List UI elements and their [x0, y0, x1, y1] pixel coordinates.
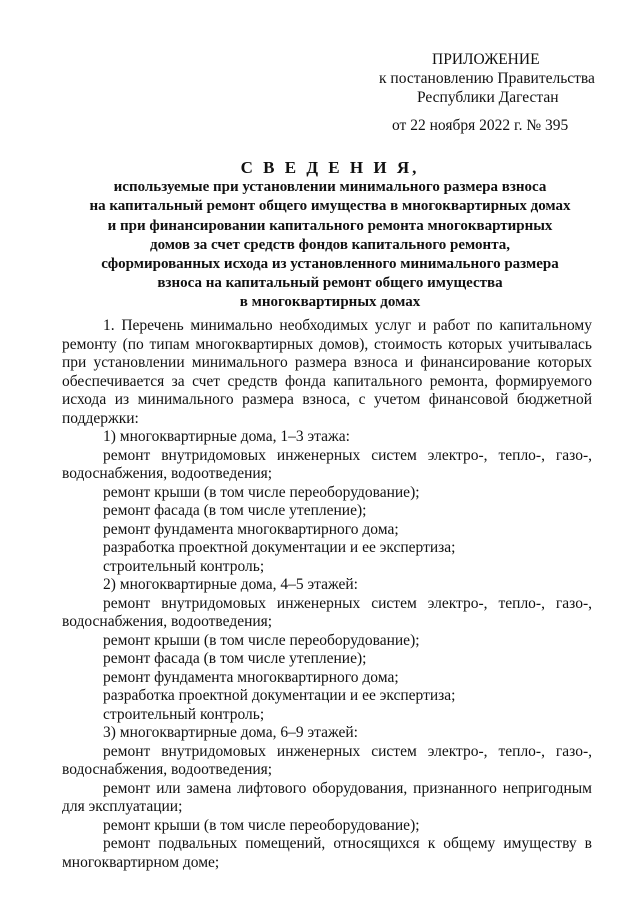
list-item: строительный контроль;: [103, 557, 265, 575]
list-item: ремонт крыши (в том числе переоборудование);: [103, 631, 420, 649]
list-item: ремонт или замена лифтового оборудования, признанного непригодным для эксплуатации;: [62, 779, 592, 815]
list-item: ремонт фундамента многоквартирного дома;: [103, 520, 399, 538]
appendix-date: от 22 ноября 2022 г. № 395: [392, 117, 569, 134]
heading-line: домов за счет средств фондов капитального ремонта,: [149, 236, 510, 253]
appendix-header: [377, 50, 607, 135]
heading-line: и при финансировании капитального ремонта многоквартирных: [107, 217, 553, 234]
list-item: ремонт фасада (в том числе утепление);: [103, 502, 367, 519]
heading-line: в многоквартирных домах: [239, 294, 421, 311]
heading-line: используемые при установлении минимального размера взноса: [113, 179, 547, 196]
appendix-reference: к постановлению Правительства: [379, 70, 595, 87]
list-item: 3) многоквартирные дома, 6–9 этажей:: [103, 724, 358, 741]
document-body: [62, 317, 592, 872]
document-heading: [60, 158, 600, 313]
list-item: ремонт внутридомовых инженерных систем электро-, тепло-, газо-, водоснабжения, водоотведения;: [62, 742, 592, 778]
list-item: строительный контроль;: [103, 705, 265, 723]
list-item: ремонт внутридомовых инженерных систем электро-, тепло-, газо-, водоснабжения, водоотведения;: [62, 446, 592, 482]
heading-title: С В Е Д Е Н И Я,: [240, 158, 420, 177]
list-item: ремонт фасада (в том числе утепление);: [103, 650, 367, 667]
appendix-title: ПРИЛОЖЕНИЕ: [432, 51, 540, 68]
list-item: 2) многоквартирные дома, 4–5 этажей:: [103, 576, 358, 593]
appendix-republic: Республики Дагестан: [417, 89, 559, 106]
list-item: ремонт подвальных помещений, относящихся к общему имуществу в многоквартирном доме;: [62, 835, 592, 871]
heading-line: сформированных исхода из установленного минимального размера: [101, 256, 559, 273]
list-item: ремонт крыши (в том числе переоборудование);: [103, 816, 420, 834]
list-item: ремонт внутридомовых инженерных систем электро-, тепло-, газо-, водоснабжения, водоотведения;: [62, 594, 592, 630]
list-item: разработка проектной документации и ее экспертиза;: [103, 687, 456, 704]
heading-line: на капитальный ремонт общего имущества в многоквартирных домах: [89, 198, 571, 215]
list-item: 1) многоквартирные дома, 1–3 этажа:: [103, 428, 350, 445]
intro-paragraph: 1. Перечень минимально необходимых услуг и работ по капитальному ремонту (по типам многоквартирных домов), стоимость которых учитывалась при установлении минимального размера взноса и финансирование которых обеспечивается за счет средств фонда капитального ремонта, формируемого исхода из минимального размера взноса, с учетом финансовой бюджетной поддержки:: [62, 317, 592, 427]
list-item: разработка проектной документации и ее экспертиза;: [103, 539, 456, 556]
list-item: ремонт крыши (в том числе переоборудование);: [103, 483, 420, 501]
heading-line: взноса на капитальный ремонт общего имущества: [157, 275, 503, 292]
list-item: ремонт фундамента многоквартирного дома;: [103, 668, 399, 686]
